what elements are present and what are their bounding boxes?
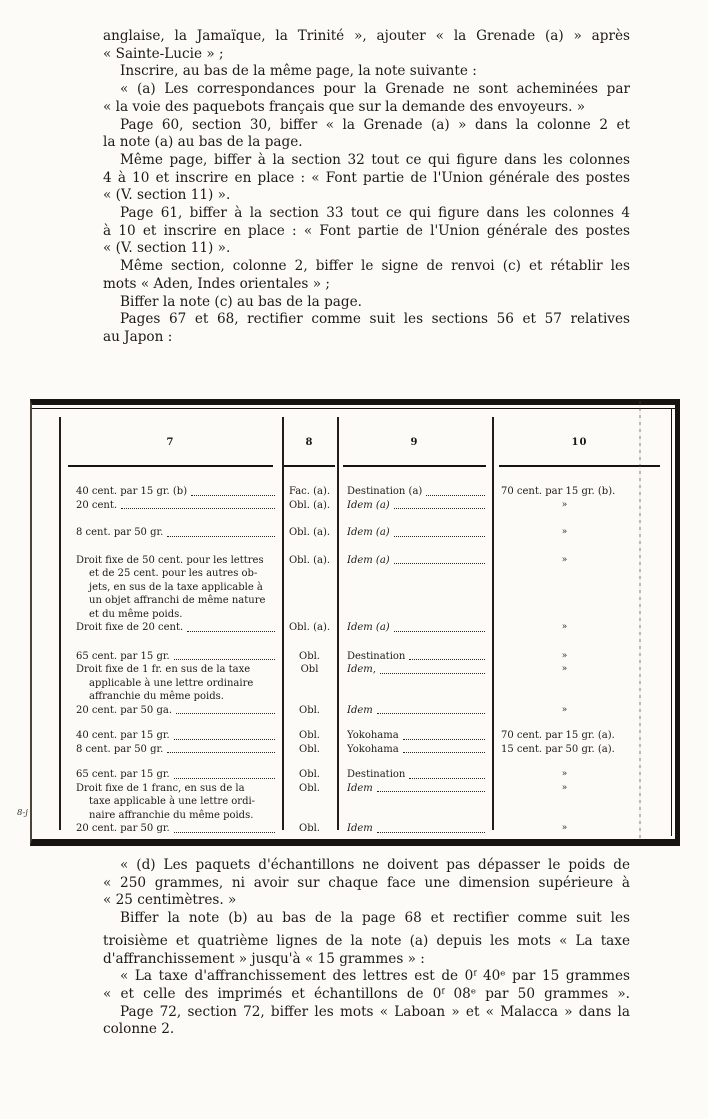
rate-cell: 70 cent. par 15 gr. (a). <box>501 730 615 741</box>
dotted-leader-line: Destination (a) <box>347 485 488 499</box>
table-cell-line: naire affranchie du même poids. <box>89 809 254 821</box>
text-line: « (V. section 11) ». <box>103 187 231 204</box>
dotted-leader-line: Idem, <box>347 663 488 677</box>
text-line: à 10 et inscrire en place : « Font partie de l'Union générale des postes <box>103 222 630 239</box>
dot-leader <box>377 704 485 715</box>
dotted-leader-line: 40 cent. par 15 gr. <box>76 729 278 743</box>
table-row <box>59 704 667 718</box>
table-row <box>59 650 667 664</box>
text-line: « Sainte-Lucie » ; <box>103 45 224 62</box>
dotted-leader-line: Droit fixe de 20 cent. <box>76 621 278 635</box>
dot-leader <box>426 485 485 496</box>
text-line: d'affranchissement » jusqu'à « 15 grammes » : <box>103 950 425 967</box>
destination-cell <box>337 663 492 677</box>
table-inner-right-rule <box>671 408 672 836</box>
text-line: Biffer la note (c) au bas de la page. <box>120 293 362 310</box>
dot-leader <box>394 554 485 565</box>
rate-cell: » <box>561 554 568 565</box>
table-cell-line: jets, en sus de la taxe applicable à <box>89 581 263 593</box>
rate-cell <box>59 704 282 718</box>
destination-cell <box>337 729 492 743</box>
column-header-label: 7 <box>166 436 175 448</box>
text-line: Inscrire, au bas de la même page, la note suivante : <box>120 63 477 80</box>
table-cell-line: un objet affranchi de même nature <box>89 595 266 606</box>
destination-cell <box>337 743 492 757</box>
dot-leader <box>167 526 275 537</box>
dot-leader <box>394 526 485 537</box>
dotted-leader-line: 40 cent. par 15 gr. (b) <box>76 485 278 499</box>
dotted-leader-line: Idem (a) <box>347 499 488 513</box>
dotted-leader-line: 20 cent. par 50 gr. <box>76 822 278 836</box>
dot-leader <box>394 499 485 510</box>
dot-leader <box>174 768 275 779</box>
text-line: Page 60, section 30, biffer « la Grenade (a) » dans la colonne 2 et <box>120 116 630 133</box>
scan-crease-artifact <box>639 401 641 842</box>
printer-signature-mark: 8-j <box>17 808 28 818</box>
dotted-leader-line: 20 cent. par 50 ga. <box>76 704 278 718</box>
text-line: « (V. section 11) ». <box>103 240 231 257</box>
text-line: Biffer la note (b) au bas de la page 68 et rectifier comme suit les <box>120 910 630 927</box>
rate-cell <box>59 485 282 499</box>
table-cell-line: et du même poids. <box>89 608 183 620</box>
rate-cell <box>59 768 282 782</box>
dot-leader <box>394 621 485 632</box>
dotted-leader-line: Yokohama <box>347 743 488 757</box>
destination-cell <box>337 499 492 513</box>
rate-cell: » <box>561 704 568 715</box>
rate-cell: » <box>561 823 568 833</box>
header-underline <box>343 465 486 468</box>
column-header-label: 10 <box>571 436 588 448</box>
rate-cell <box>59 650 282 664</box>
rate-cell: » <box>561 499 568 510</box>
column-header-7 <box>59 417 282 467</box>
obligation-cell: Obl. (a). <box>288 554 331 566</box>
dotted-leader-line: Idem (a) <box>347 621 488 635</box>
table-row <box>59 485 667 499</box>
obligation-cell: Obl. <box>299 743 320 755</box>
rate-cell <box>59 822 282 836</box>
obligation-cell: Obl. <box>299 704 320 716</box>
text-line: au Japon : <box>103 328 173 345</box>
destination-cell <box>337 822 492 836</box>
column-header-label: 8 <box>305 436 314 448</box>
dot-leader <box>174 729 275 740</box>
text-line: « 250 grammes, ni avoir sur chaque face une dimension supérieure à <box>103 874 630 891</box>
table-row <box>59 499 667 513</box>
text-line: « La taxe d'affranchissement des lettres est de 0ᶠ 40ᵉ par 15 grammes <box>120 968 630 985</box>
column-header-10 <box>492 417 667 467</box>
dotted-leader-line: Idem (a) <box>347 526 488 540</box>
dot-leader <box>403 729 485 740</box>
text-line: « et celle des imprimés et échantillons de 0ᶠ 08ᵉ par 50 grammes ». <box>103 985 630 1002</box>
table-row <box>59 621 667 635</box>
table-cell-line: affranchie du même poids. <box>89 691 224 702</box>
dot-leader <box>380 663 485 674</box>
dot-leader <box>121 499 275 510</box>
obligation-cell: Obl. (a). <box>288 622 331 633</box>
table-body <box>59 485 667 836</box>
table-row <box>59 663 667 704</box>
dotted-leader-line: Idem <box>347 704 488 718</box>
obligation-cell: Fac. (a). <box>288 486 331 497</box>
dot-leader <box>187 621 275 632</box>
header-underline <box>284 465 335 468</box>
dotted-leader-line: 8 cent. par 50 gr. <box>76 526 278 540</box>
destination-cell <box>337 768 492 782</box>
table-cell-line: taxe applicable à une lettre ordi- <box>89 796 256 807</box>
text-line: mots « Aden, Indes orientales » ; <box>103 275 330 292</box>
dot-leader <box>191 485 275 496</box>
text-line: « (a) Les correspondances pour la Grenade ne sont acheminées par <box>120 81 630 98</box>
rate-cell <box>59 499 282 513</box>
obligation-cell: Obl. <box>299 769 320 780</box>
rate-cell: » <box>561 527 568 537</box>
dot-leader <box>176 704 275 715</box>
dotted-leader-line: 20 cent. <box>76 499 278 513</box>
dot-leader <box>174 822 275 833</box>
dotted-leader-line: Yokohama <box>347 729 488 743</box>
dot-leader <box>377 782 485 793</box>
dotted-leader-line: 65 cent. par 15 gr. <box>76 768 278 782</box>
obligation-cell: Obl. <box>299 650 320 662</box>
column-header-9 <box>337 417 492 467</box>
dot-leader <box>409 768 485 779</box>
destination-cell <box>337 621 492 635</box>
text-line: Page 61, biffer à la section 33 tout ce qui figure dans les colonnes 4 <box>120 205 630 222</box>
obligation-cell: Obl. (a). <box>288 499 331 511</box>
table-row <box>59 822 667 836</box>
obligation-cell: Obl <box>300 664 319 675</box>
rate-cell: 70 cent. par 15 gr. (b). <box>501 486 616 497</box>
dotted-leader-line: 65 cent. par 15 gr. <box>76 650 278 664</box>
rate-cell <box>59 729 282 743</box>
rate-cell: 15 cent. par 50 gr. (a). <box>501 743 615 755</box>
text-line: « 25 centimètres. » <box>103 892 237 909</box>
table-row <box>59 782 667 823</box>
dot-leader <box>377 822 485 833</box>
dot-leader <box>403 743 485 754</box>
header-underline <box>68 465 273 468</box>
top-text-block <box>103 28 630 347</box>
destination-cell <box>337 782 492 796</box>
text-line: Même page, biffer à la section 32 tout ce qui figure dans les colonnes <box>120 151 630 168</box>
dotted-leader-line: Idem <box>347 782 488 796</box>
rate-cell <box>59 621 282 635</box>
table-row <box>59 526 667 540</box>
dot-leader <box>167 743 275 754</box>
dotted-leader-line: Destination <box>347 768 488 782</box>
dot-leader <box>174 650 275 661</box>
table-cell-line: applicable à une lettre ordinaire <box>89 677 254 689</box>
table-cell-line: Droit fixe de 1 fr. en sus de la taxe <box>76 664 251 675</box>
table-inner-top-rule <box>32 408 675 409</box>
obligation-cell: Obl. <box>299 782 320 794</box>
dotted-leader-line: Idem <box>347 822 488 836</box>
table-row <box>59 743 667 757</box>
destination-cell <box>337 526 492 540</box>
destination-cell <box>337 650 492 664</box>
dotted-leader-line: Destination <box>347 650 488 664</box>
rate-cell <box>59 554 282 622</box>
text-line: colonne 2. <box>103 1021 175 1038</box>
rate-cell: » <box>561 782 568 793</box>
text-line: Même section, colonne 2, biffer le signe de renvoi (c) et rétablir les <box>120 258 630 275</box>
obligation-cell: Obl. <box>299 730 320 741</box>
table-cell-line: Droit fixe de 1 franc, en sus de la <box>76 782 245 794</box>
table-header-row <box>59 417 667 467</box>
text-line: « (d) Les paquets d'échantillons ne doivent pas dépasser le poids de <box>120 857 630 873</box>
column-header-label: 9 <box>410 436 419 448</box>
rate-cell <box>59 743 282 757</box>
header-underline <box>499 465 660 468</box>
text-line: Page 72, section 72, biffer les mots « Laboan » et « Malacca » dans la <box>120 1003 630 1020</box>
rate-cell <box>59 526 282 540</box>
rate-cell <box>59 782 282 823</box>
rate-cell <box>59 663 282 704</box>
text-line: anglaise, la Jamaïque, la Trinité », ajouter « la Grenade (a) » après <box>103 28 630 44</box>
rate-cell: » <box>561 622 568 632</box>
bottom-text-block <box>103 857 630 1039</box>
dotted-leader-line: 8 cent. par 50 gr. <box>76 743 278 757</box>
table-cell-line: et de 25 cent. pour les autres ob- <box>89 568 258 579</box>
table-row <box>59 729 667 743</box>
obligation-cell: Obl. <box>299 823 320 834</box>
text-line: troisième et quatrième lignes de la note (a) depuis les mots « La taxe <box>103 932 630 949</box>
obligation-cell: Obl. (a). <box>288 527 331 538</box>
rate-cell: » <box>561 664 568 674</box>
table-cell-line: Droit fixe de 50 cent. pour les lettres <box>76 554 264 566</box>
text-line: 4 à 10 et inscrire en place : « Font partie de l'Union générale des postes <box>103 169 630 186</box>
destination-cell <box>337 704 492 718</box>
text-line: la note (a) au bas de la page. <box>103 134 303 151</box>
dotted-leader-line: Idem (a) <box>347 554 488 568</box>
table-row <box>59 768 667 782</box>
destination-cell <box>337 554 492 568</box>
text-line: « la voie des paquebots français que sur la demande des envoyeurs. » <box>103 98 586 115</box>
destination-cell <box>337 485 492 499</box>
column-header-8 <box>282 417 337 467</box>
dot-leader <box>409 650 485 661</box>
rate-cell: » <box>561 650 568 661</box>
table-row <box>59 554 667 622</box>
text-line: Pages 67 et 68, rectifier comme suit les sections 56 et 57 relatives <box>120 311 630 328</box>
rates-table <box>30 399 680 846</box>
rate-cell: » <box>561 769 568 779</box>
